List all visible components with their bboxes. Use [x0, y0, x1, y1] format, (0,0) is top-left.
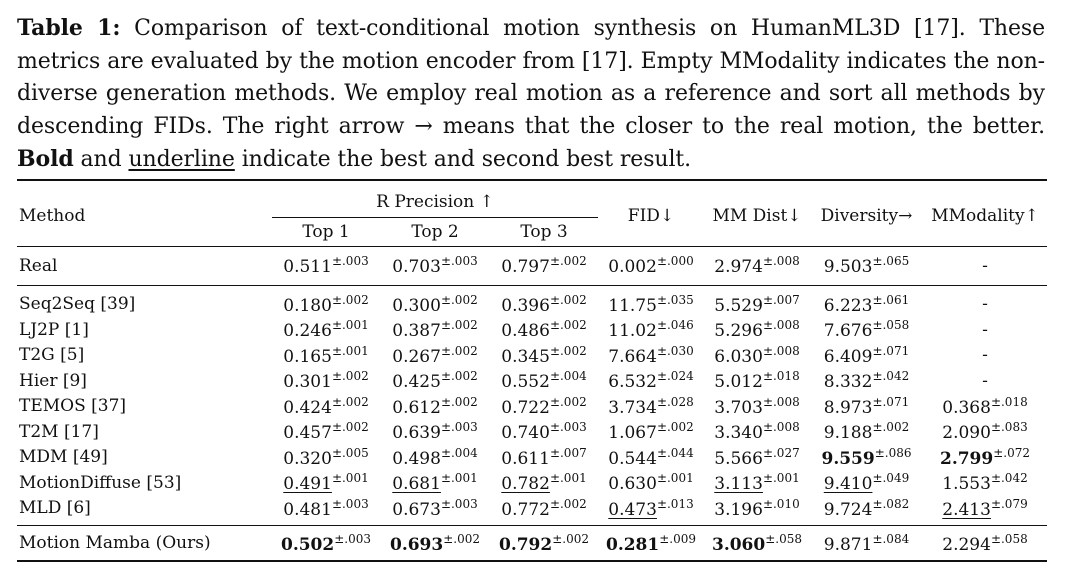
metric-error: ±.079 — [990, 496, 1028, 511]
metric-cell — [810, 343, 923, 369]
method-name: T2G [5] — [19, 345, 85, 366]
metric-cell — [598, 419, 704, 445]
metric-value: 1.553 — [942, 474, 991, 495]
metric-value: 5.012 — [714, 372, 763, 393]
metric-error: ±.049 — [872, 471, 910, 486]
metric-value: 5.529 — [714, 295, 763, 316]
metric-cell — [598, 526, 704, 562]
results-table — [17, 179, 1047, 563]
metric-error: ±.002 — [549, 394, 587, 409]
method-name: MLD [6] — [19, 498, 91, 519]
metric-value: 0.511 — [283, 257, 332, 277]
metric-cell — [490, 343, 598, 369]
metric-cell — [598, 470, 704, 496]
metric-cell — [380, 343, 490, 369]
metric-value: 0.740 — [501, 423, 550, 444]
metric-cell — [598, 285, 704, 317]
metric-cell — [598, 246, 704, 285]
metric-error: ±.058 — [990, 531, 1028, 546]
metric-cell — [598, 343, 704, 369]
table-row — [17, 394, 1047, 420]
metric-value: 0.612 — [392, 397, 441, 418]
metric-error: ±.008 — [762, 254, 800, 268]
table-row — [17, 343, 1047, 369]
metric-value: 3.113 — [714, 474, 763, 495]
metric-cell — [598, 445, 704, 471]
metric-error: ±.002 — [549, 318, 587, 333]
metric-value: 0.792 — [498, 534, 553, 555]
metric-cell — [490, 445, 598, 471]
metric-error: ±.030 — [656, 343, 694, 358]
metric-cell — [923, 368, 1047, 394]
caption-text: Comparison of text-conditional motion synthesis on HumanML3D [17]. These metrics are evaluated by the motion encoder from [17]. Empty MModality indicates the non-diverse generation methods. We employ real motion as a reference and sort all methods by descending FIDs. The right arrow → means that the closer to the real motion, the better. — [17, 16, 1045, 139]
metric-error: ±.002 — [331, 420, 369, 435]
metric-cell — [490, 285, 598, 317]
header-row-1 — [17, 180, 1047, 218]
metric-error: ±.003 — [440, 420, 478, 435]
metric-cell — [380, 496, 490, 526]
metric-cell — [923, 317, 1047, 343]
metric-cell — [490, 419, 598, 445]
metric-cell — [490, 470, 598, 496]
metric-error: ±.002 — [549, 496, 587, 511]
metric-cell — [810, 526, 923, 562]
metric-value: 3.734 — [608, 397, 657, 418]
metric-error: ±.013 — [656, 496, 694, 511]
metric-cell — [810, 285, 923, 317]
metric-value: - — [982, 255, 988, 276]
metric-value: 0.611 — [501, 448, 550, 469]
metric-value: 9.559 — [821, 448, 875, 469]
metric-error: ±.001 — [440, 471, 478, 486]
metric-cell — [704, 419, 810, 445]
method-name: Real — [17, 246, 272, 285]
metric-value: 3.340 — [714, 423, 763, 444]
metric-cell — [810, 317, 923, 343]
metric-cell — [923, 285, 1047, 317]
metric-cell — [490, 246, 598, 285]
metric-error: ±.009 — [659, 531, 696, 546]
table-row — [17, 285, 1047, 317]
metric-cell — [490, 394, 598, 420]
metric-error: ±.008 — [762, 318, 800, 333]
metric-value: 2.413 — [942, 499, 991, 520]
metric-error: ±.004 — [440, 445, 478, 460]
table-row — [17, 445, 1047, 471]
header-top1: Top 1 — [302, 221, 350, 242]
metric-cell — [598, 394, 704, 420]
metric-cell — [490, 526, 598, 562]
metric-value: 2.090 — [942, 423, 991, 444]
metric-value: 0.301 — [283, 372, 332, 393]
metric-cell — [598, 317, 704, 343]
metric-value: 0.486 — [501, 321, 550, 342]
metric-value: 0.425 — [392, 372, 441, 393]
metric-value: 5.296 — [714, 321, 763, 342]
metric-cell — [380, 317, 490, 343]
metric-cell — [704, 368, 810, 394]
caption-bold-word: Bold — [17, 146, 74, 172]
metric-error: ±.010 — [762, 496, 800, 511]
metric-cell — [272, 246, 380, 285]
metric-error: ±.027 — [762, 445, 800, 460]
header-top2: Top 2 — [411, 221, 459, 242]
metric-cell — [923, 419, 1047, 445]
metric-value: 0.782 — [501, 474, 550, 495]
metric-value: 0.345 — [501, 346, 550, 367]
metric-value: 0.639 — [392, 423, 441, 444]
metric-value: 6.532 — [608, 372, 657, 393]
metric-value: 0.281 — [605, 534, 660, 555]
metric-value: 0.630 — [608, 474, 657, 495]
metric-value: 0.165 — [283, 346, 332, 367]
table-row — [17, 496, 1047, 526]
metric-value: - — [982, 319, 988, 340]
method-name: LJ2P [1] — [19, 319, 89, 340]
metric-error: ±.002 — [443, 531, 480, 546]
method-name: Seq2Seq [39] — [17, 285, 272, 317]
metric-error: ±.002 — [872, 420, 910, 435]
header-fid: FID↓ — [598, 180, 704, 247]
metric-value: 0.320 — [283, 448, 332, 469]
metric-value: 0.481 — [283, 499, 332, 520]
metric-cell — [810, 246, 923, 285]
metric-cell — [810, 394, 923, 420]
metric-cell — [380, 419, 490, 445]
metric-error: ±.058 — [872, 318, 910, 333]
metric-cell — [272, 445, 380, 471]
metric-error: ±.002 — [549, 254, 587, 268]
metric-cell — [810, 470, 923, 496]
header-r-precision: R Precision ↑ — [272, 180, 598, 218]
metric-value: 0.300 — [392, 295, 441, 316]
metric-cell — [272, 419, 380, 445]
metric-error: ±.004 — [549, 369, 587, 384]
metric-error: ±.046 — [656, 318, 694, 333]
metric-cell — [380, 368, 490, 394]
method-name: Hier [9] — [19, 370, 87, 391]
metric-value: 0.491 — [283, 474, 332, 495]
metric-value: 6.409 — [823, 346, 873, 367]
metric-cell — [380, 246, 490, 285]
method-name: TEMOS [37] — [19, 396, 127, 417]
metric-cell — [704, 317, 810, 343]
metric-cell — [704, 526, 810, 562]
metric-value: - — [982, 370, 988, 391]
metric-error: ±.003 — [331, 254, 369, 268]
metric-cell — [704, 470, 810, 496]
metric-error: ±.018 — [762, 369, 800, 384]
metric-error: ±.001 — [762, 471, 800, 486]
metric-cell — [923, 394, 1047, 420]
metric-value: 9.410 — [823, 474, 873, 495]
metric-cell — [380, 394, 490, 420]
metric-value: 8.332 — [823, 372, 873, 393]
metric-cell — [704, 445, 810, 471]
metric-cell — [272, 394, 380, 420]
metric-value: 0.703 — [392, 257, 441, 277]
metric-error: ±.002 — [440, 318, 478, 333]
metric-cell — [490, 317, 598, 343]
method-name: MDM [49] — [19, 447, 108, 468]
metric-cell — [704, 496, 810, 526]
metric-error: ±.002 — [549, 292, 587, 307]
metric-value: 0.797 — [501, 257, 550, 277]
metric-error: ±.071 — [872, 394, 910, 409]
metric-cell — [272, 526, 380, 562]
metric-cell — [490, 496, 598, 526]
metric-value: 0.502 — [280, 534, 335, 555]
caption-underline-word: underline — [128, 147, 235, 172]
metric-value: 0.457 — [283, 423, 332, 444]
metric-value: 11.75 — [608, 295, 657, 316]
metric-cell — [272, 368, 380, 394]
method-name: T2M [17] — [19, 421, 99, 442]
table-row — [17, 419, 1047, 445]
metric-cell — [380, 285, 490, 317]
metric-value: 8.973 — [823, 397, 873, 418]
metric-cell — [810, 445, 923, 471]
metric-value: 0.002 — [608, 257, 657, 277]
metric-error: ±.035 — [656, 292, 694, 307]
metric-error: ±.042 — [872, 369, 910, 384]
metric-value: 0.473 — [608, 499, 657, 520]
metric-value: 9.188 — [823, 423, 873, 444]
metric-cell — [923, 496, 1047, 526]
table-row — [17, 526, 1047, 562]
metric-error: ±.082 — [872, 496, 910, 511]
metric-error: ±.044 — [656, 445, 694, 460]
metric-value: 2.294 — [942, 534, 991, 555]
metric-cell — [598, 496, 704, 526]
metric-value: 5.566 — [714, 448, 763, 469]
metric-cell — [380, 470, 490, 496]
caption-and: and — [73, 147, 129, 172]
table-row — [17, 246, 1047, 285]
metric-value: 0.180 — [283, 295, 332, 316]
metric-error: ±.058 — [765, 531, 802, 546]
metric-error: ±.007 — [549, 445, 587, 460]
metric-error: ±.065 — [872, 254, 910, 268]
metric-error: ±.007 — [762, 292, 800, 307]
method-name: Motion Mamba (Ours) — [17, 526, 272, 562]
metric-cell — [704, 246, 810, 285]
metric-cell — [490, 368, 598, 394]
metric-error: ±.002 — [440, 394, 478, 409]
metric-error: ±.003 — [440, 254, 478, 268]
metric-error: ±.071 — [872, 343, 910, 358]
metric-cell — [810, 419, 923, 445]
metric-error: ±.001 — [656, 471, 694, 486]
metric-error: ±.003 — [334, 531, 371, 546]
metric-error: ±.008 — [762, 394, 800, 409]
metric-error: ±.003 — [440, 496, 478, 511]
metric-value: 11.02 — [608, 321, 657, 342]
method-name: MotionDiffuse [53] — [19, 472, 182, 493]
metric-cell — [272, 343, 380, 369]
metric-cell — [810, 368, 923, 394]
metric-value: 1.067 — [608, 423, 657, 444]
metric-error: ±.001 — [331, 471, 369, 486]
metric-error: ±.072 — [993, 445, 1030, 460]
metric-error: ±.005 — [331, 445, 369, 460]
metric-value: 0.552 — [501, 372, 550, 393]
table-caption — [17, 12, 1045, 177]
metric-error: ±.008 — [762, 420, 800, 435]
metric-value: 0.544 — [608, 448, 657, 469]
metric-error: ±.001 — [331, 343, 369, 358]
metric-value: 0.722 — [501, 397, 550, 418]
metric-error: ±.002 — [440, 343, 478, 358]
metric-error: ±.002 — [331, 369, 369, 384]
metric-error: ±.083 — [990, 420, 1028, 435]
metric-error: ±.003 — [331, 496, 369, 511]
metric-cell — [923, 246, 1047, 285]
metric-error: ±.001 — [331, 318, 369, 333]
metric-value: 6.223 — [823, 295, 873, 316]
metric-value: 6.030 — [714, 346, 763, 367]
ours-section — [17, 526, 1047, 562]
metric-error: ±.002 — [552, 531, 589, 546]
metric-value: 0.246 — [283, 321, 332, 342]
metric-value: 0.498 — [392, 448, 441, 469]
table-row — [17, 368, 1047, 394]
caption-text-end: indicate the best and second best result. — [234, 147, 692, 172]
metric-cell — [272, 317, 380, 343]
metric-cell — [923, 470, 1047, 496]
metric-value: 0.267 — [392, 346, 441, 367]
metric-value: 0.368 — [942, 397, 991, 418]
metric-cell — [380, 445, 490, 471]
metric-cell — [810, 496, 923, 526]
header-method: Method — [17, 180, 272, 247]
metric-value: 2.974 — [714, 257, 763, 277]
metric-value: 9.871 — [823, 534, 873, 555]
metric-error: ±.086 — [874, 445, 912, 460]
metric-value: 3.060 — [711, 534, 766, 555]
metric-error: ±.002 — [331, 292, 369, 307]
metric-value: 0.387 — [392, 321, 441, 342]
metric-cell — [272, 285, 380, 317]
header-mmodality: MModality↑ — [923, 180, 1047, 247]
metric-error: ±.028 — [656, 394, 694, 409]
metric-cell — [598, 368, 704, 394]
metric-cell — [272, 470, 380, 496]
header-diversity: Diversity→ — [810, 180, 923, 247]
metric-value: 7.664 — [608, 346, 657, 367]
metric-value: 9.503 — [823, 257, 873, 277]
metric-error: ±.042 — [990, 471, 1028, 486]
table-row — [17, 317, 1047, 343]
header-mm-dist: MM Dist↓ — [704, 180, 810, 247]
metric-error: ±.002 — [656, 420, 694, 435]
metric-value: 0.772 — [501, 499, 550, 520]
metric-error: ±.024 — [656, 369, 694, 384]
metric-cell — [923, 343, 1047, 369]
metric-error: ±.002 — [331, 394, 369, 409]
metric-error: ±.018 — [990, 394, 1028, 409]
metric-value: 3.703 — [714, 397, 763, 418]
table-row — [17, 470, 1047, 496]
metric-error: ±.061 — [872, 292, 910, 307]
metric-error: ±.002 — [440, 369, 478, 384]
metric-value: 0.396 — [501, 295, 550, 316]
metric-value: 0.673 — [392, 499, 441, 520]
metric-error: ±.001 — [549, 471, 587, 486]
metric-value: 0.681 — [392, 474, 441, 495]
metric-error: ±.000 — [656, 254, 694, 268]
metric-cell — [704, 343, 810, 369]
metric-value: - — [982, 294, 988, 315]
metric-cell — [923, 445, 1047, 471]
metric-cell — [704, 285, 810, 317]
metric-cell — [272, 496, 380, 526]
metric-cell — [923, 526, 1047, 562]
metric-error: ±.003 — [549, 420, 587, 435]
metric-error: ±.002 — [440, 292, 478, 307]
header-top3: Top 3 — [520, 221, 568, 242]
caption-label: Table 1: — [17, 15, 121, 41]
metric-cell — [704, 394, 810, 420]
metric-value: - — [982, 345, 988, 366]
metric-cell — [380, 526, 490, 562]
metric-value: 2.799 — [939, 448, 994, 469]
metric-value: 0.424 — [283, 397, 332, 418]
metric-error: ±.008 — [762, 343, 800, 358]
metric-value: 9.724 — [823, 499, 873, 520]
metric-value: 3.196 — [714, 499, 763, 520]
metric-value: 0.693 — [389, 534, 444, 555]
metric-error: ±.084 — [872, 531, 910, 546]
methods-section — [17, 285, 1047, 526]
real-section — [17, 246, 1047, 285]
metric-value: 7.676 — [823, 321, 873, 342]
metric-error: ±.002 — [549, 343, 587, 358]
